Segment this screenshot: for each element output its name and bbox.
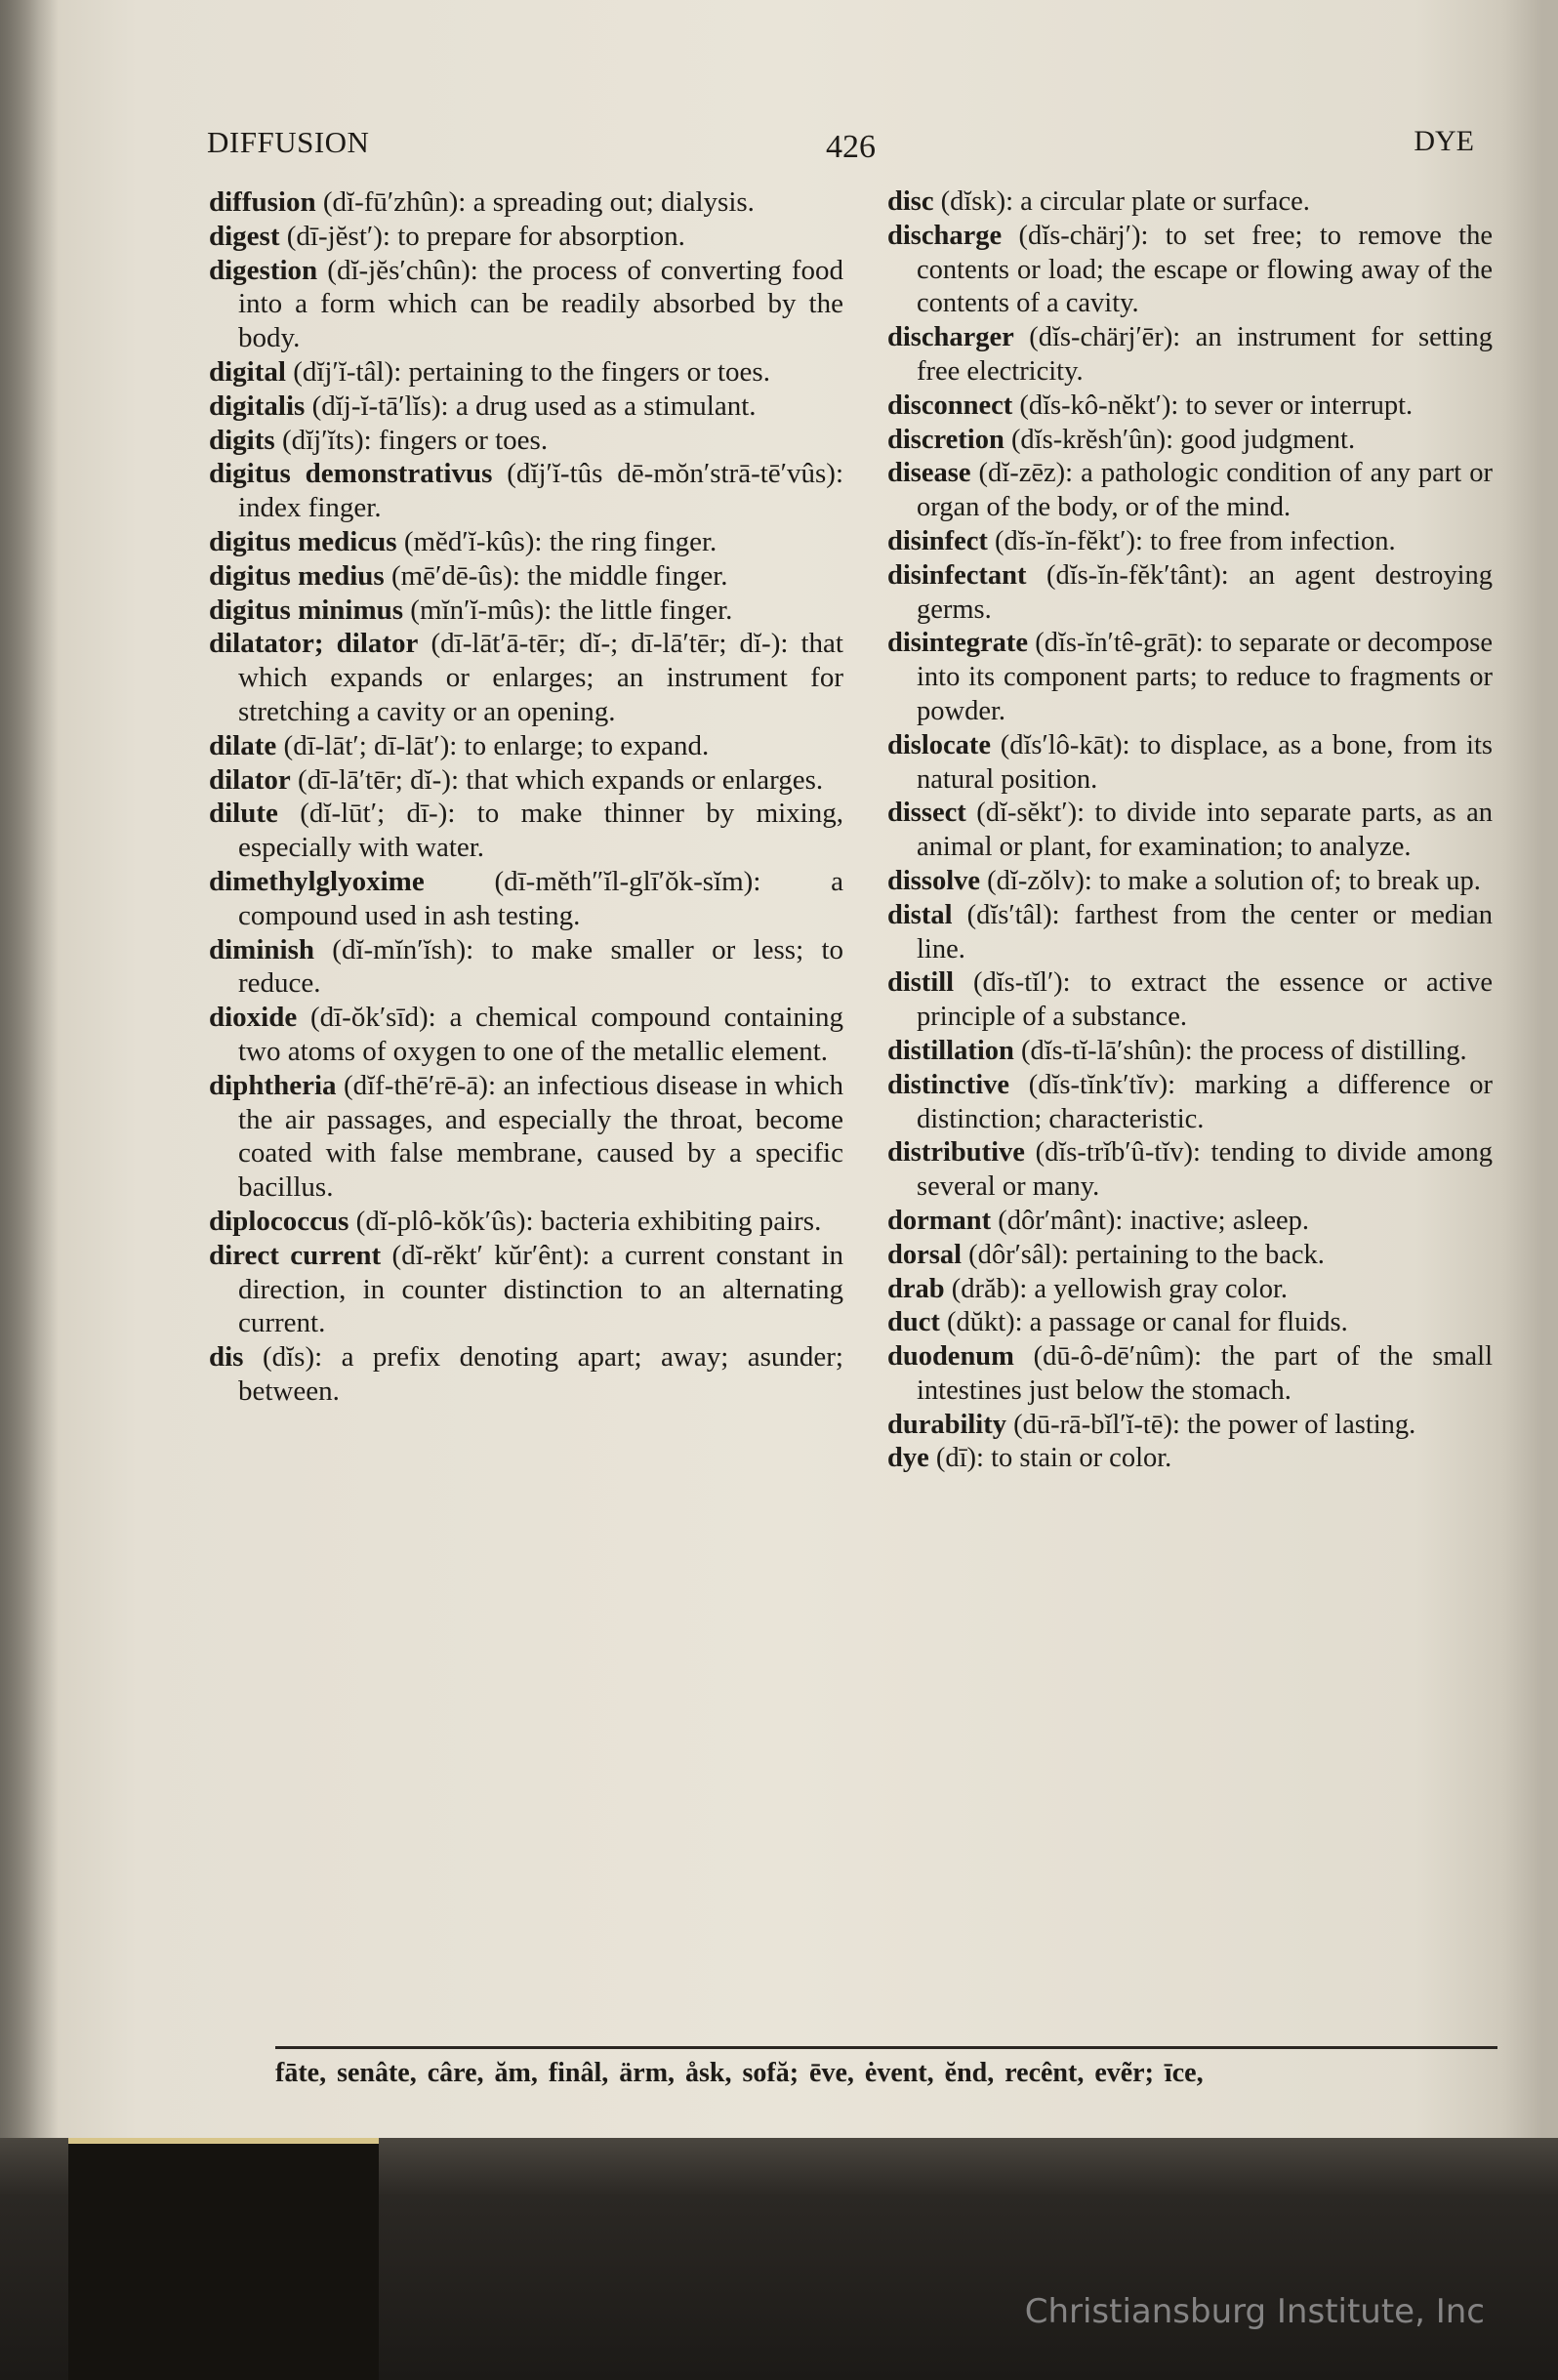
entry-definition: (dī-ŏk′sīd): a chemical compound containing two atoms of oxygen to one of the metallic element.	[238, 1002, 843, 1067]
entry-definition: (dĭs-chärj′): to set free; to remove the contents or load; the escape or flowing away of the contents of a cavity.	[917, 220, 1493, 319]
entry-definition: (drăb): a yellowish gray color.	[944, 1273, 1289, 1304]
dictionary-entry	[209, 729, 843, 763]
entry-definition: (dôr′mânt): inactive; asleep.	[991, 1205, 1310, 1236]
entry-definition: (dī-lāt′ā-tēr; dĭ-; dī-lā′tēr; dĭ-): that which expands or enlarges; an instrument for stretching a cavity or an opening.	[238, 628, 843, 727]
dictionary-entry	[209, 1001, 843, 1069]
entry-definition: (dĭf-thē′rē-ā): an infectious disease in which the air passages, and especially the throat, become coated with false membrane, caused by a specific bacillus.	[238, 1069, 843, 1204]
dictionary-entry	[209, 1239, 843, 1340]
entry-headword: diminish	[209, 933, 314, 965]
dictionary-entry	[209, 424, 843, 458]
entry-headword: distinctive	[887, 1069, 1010, 1100]
dictionary-entry	[887, 1205, 1493, 1239]
entry-definition: (dĭ-plô-kŏk′ûs): bacteria exhibiting pairs.	[348, 1205, 822, 1237]
entry-definition: (dŭkt): a passage or canal for fluids.	[939, 1307, 1348, 1338]
entry-definition: (dĭs): a prefix denoting apart; away; asunder; between.	[238, 1341, 843, 1407]
dictionary-entry	[887, 1069, 1493, 1137]
dictionary-entry	[887, 865, 1493, 899]
dictionary-entry	[887, 899, 1493, 967]
entry-definition: (dĭj′ĭts): fingers or toes.	[274, 424, 549, 456]
dictionary-entry	[209, 933, 843, 1002]
dictionary-entry	[887, 1306, 1493, 1340]
dictionary-entry	[887, 1409, 1493, 1443]
watermark: Christiansburg Institute, Inc	[1024, 2292, 1485, 2331]
entry-definition: (dĭs-ĭn-fĕk′tânt): an agent destroying germs.	[917, 559, 1493, 625]
entry-definition: (dĭs′lô-kāt): to displace, as a bone, from its natural position.	[917, 729, 1493, 795]
entry-headword: digitus demonstrativus	[209, 458, 493, 490]
header-guide-word-left: DIFFUSION	[207, 125, 370, 159]
dictionary-entry	[887, 1340, 1493, 1409]
entry-headword: dioxide	[209, 1002, 298, 1034]
entry-definition: (dĭ-mĭn′ĭsh): to make smaller or less; to reduce.	[238, 933, 843, 1000]
entry-definition: (dĭs-trĭb′û-tĭv): tending to divide among several or many.	[917, 1137, 1493, 1203]
entry-definition: (dī-jĕst′): to prepare for absorption.	[279, 220, 685, 252]
dictionary-entry	[209, 525, 843, 559]
dictionary-entry	[209, 220, 843, 254]
entry-definition: (dĭj′ĭ-tâl): pertaining to the fingers or toes.	[285, 355, 770, 388]
dictionary-entry	[209, 390, 843, 424]
entry-definition: (dĭs-kô-nĕkt′): to sever or interrupt.	[1012, 390, 1414, 421]
entry-definition: (dĭs′tâl): farthest from the center or median line.	[917, 899, 1493, 964]
footer-rule	[275, 2046, 1497, 2049]
dictionary-entry	[209, 559, 843, 594]
entry-definition: (dĭj′ĭ-tûs dē-mŏn′strā-tē′vûs): index finger.	[238, 458, 844, 524]
dictionary-entry	[209, 355, 843, 390]
dictionary-entry	[209, 185, 843, 220]
entry-definition: (dĭs-tĭl′): to extract the essence or active principle of a substance.	[917, 967, 1493, 1033]
dictionary-entry	[887, 457, 1493, 525]
dictionary-entry	[887, 966, 1493, 1035]
entry-definition: (dĭ-fū′zhûn): a spreading out; dialysis.	[315, 186, 755, 218]
entry-headword: distill	[887, 967, 955, 999]
running-header	[205, 125, 1474, 174]
left-column	[209, 185, 843, 1409]
page-gutter-shadow	[0, 0, 59, 2380]
entry-headword: discharger	[887, 322, 1014, 353]
entry-definition: (dĭ-rĕkt′ kŭr′ênt): a current constant in direction, in counter distinction to an alternating current.	[238, 1239, 844, 1339]
entry-headword: dormant	[887, 1205, 992, 1236]
entry-headword: digestion	[209, 254, 318, 286]
entry-definition: (mē′dē-ûs): the middle finger.	[384, 559, 728, 592]
entry-headword: dissolve	[887, 865, 981, 896]
entry-definition: (mĕd′ĭ-kûs): the ring finger.	[396, 525, 718, 557]
dictionary-entry	[887, 729, 1493, 798]
dictionary-entry	[209, 457, 843, 525]
page-number: 426	[826, 129, 876, 165]
entry-headword: digitus minimus	[209, 594, 404, 626]
dictionary-entry	[887, 1273, 1493, 1307]
entry-definition: (dĭsk): a circular plate or surface.	[933, 186, 1310, 217]
entry-headword: digital	[209, 355, 286, 388]
entry-headword: diphtheria	[209, 1069, 337, 1101]
dictionary-entry	[887, 220, 1493, 321]
dictionary-entry	[209, 1069, 843, 1205]
entry-definition: (dĭs-tĭ-lā′shûn): the process of distilling.	[1013, 1035, 1467, 1066]
entry-headword: disease	[887, 458, 971, 489]
entry-headword: distillation	[887, 1035, 1014, 1066]
dictionary-entry	[887, 525, 1493, 559]
entry-headword: diffusion	[209, 186, 316, 218]
entry-definition: (dĭ-zēz): a pathologic condition of any part or organ of the body, or of the mind.	[917, 458, 1493, 523]
book-cover-edge	[68, 2138, 379, 2380]
right-column	[887, 185, 1493, 1476]
entry-headword: dissect	[887, 798, 966, 829]
entry-headword: durability	[887, 1409, 1006, 1440]
dictionary-entry	[209, 763, 843, 798]
entry-definition: (dū-ô-dē′nûm): the part of the small intestines just below the stomach.	[917, 1341, 1493, 1406]
dictionary-entry	[887, 390, 1493, 424]
pronunciation-key: fāte, senâte, câre, ăm, finâl, ärm, åsk, sofă; ēve, ėvent, ĕnd, recênt, evẽr; īce,	[275, 2058, 1204, 2088]
entry-definition: (dĭs-chärj′ēr): an instrument for setting free electricity.	[917, 322, 1493, 387]
entry-headword: disintegrate	[887, 628, 1029, 659]
entry-headword: duodenum	[887, 1341, 1014, 1373]
dictionary-entry	[209, 254, 843, 355]
dictionary-entry	[887, 1035, 1493, 1069]
entry-definition: (dī-lāt′; dī-lāt′): to enlarge; to expand.	[276, 729, 710, 761]
entry-headword: duct	[887, 1307, 940, 1338]
entry-headword: dorsal	[887, 1239, 963, 1270]
entry-definition: (dī): to stain or color.	[928, 1443, 1172, 1474]
entry-definition: (dū-rā-bĭl′ĭ-tē): the power of lasting.	[1005, 1409, 1416, 1440]
entry-headword: direct current	[209, 1239, 382, 1271]
dictionary-entry	[209, 594, 843, 628]
entry-headword: diplococcus	[209, 1205, 349, 1237]
entry-definition: (dĭs-krĕsh′ûn): good judgment.	[1004, 424, 1356, 455]
entry-headword: dilate	[209, 729, 277, 761]
entry-definition: (dī-lā′tēr; dĭ-): that which expands or enlarges.	[290, 763, 824, 796]
entry-definition: (dĭ-zŏlv): to make a solution of; to break up.	[980, 865, 1481, 896]
entry-headword: digitalis	[209, 390, 306, 422]
dictionary-entry	[209, 1205, 843, 1239]
entry-headword: dilatator; dilator	[209, 628, 419, 660]
dictionary-entry	[887, 797, 1493, 865]
entry-definition: (dĭs-ĭn′tê-grāt): to separate or decompose into its component parts; to reduce to fragments or powder.	[917, 628, 1493, 726]
entry-headword: digits	[209, 424, 275, 456]
entry-headword: discharge	[887, 220, 1003, 251]
entry-headword: digitus medius	[209, 559, 385, 592]
entry-definition: (dôr′sâl): pertaining to the back.	[962, 1239, 1325, 1270]
entry-headword: drab	[887, 1273, 945, 1304]
entry-headword: dimethylglyoxime	[209, 865, 425, 897]
entry-headword: disinfect	[887, 525, 988, 556]
entry-definition: (dī-mĕth″ĭl-glī′ŏk-sĭm): a compound used in ash testing.	[238, 865, 843, 931]
entry-headword: disc	[887, 186, 934, 217]
entry-definition: (dĭj-ĭ-tā′lĭs): a drug used as a stimulant.	[305, 390, 757, 422]
entry-headword: dilute	[209, 798, 278, 830]
dictionary-entry	[887, 185, 1493, 220]
entry-headword: discretion	[887, 424, 1004, 455]
entry-headword: digest	[209, 220, 280, 252]
entry-headword: dis	[209, 1341, 244, 1374]
dictionary-entry	[209, 865, 843, 933]
entry-headword: dye	[887, 1443, 929, 1474]
entry-definition: (dĭs-ĭn-fĕkt′): to free from infection.	[987, 525, 1396, 556]
entry-headword: distributive	[887, 1137, 1025, 1169]
header-guide-word-right: DYE	[1414, 125, 1474, 157]
entry-headword: disinfectant	[887, 559, 1027, 591]
dictionary-entry	[887, 627, 1493, 728]
entry-headword: dilator	[209, 763, 291, 796]
entry-definition: (dĭ-sĕkt′): to divide into separate parts, as an animal or plant, for examination; to analyze.	[917, 798, 1493, 863]
dictionary-entry	[887, 1136, 1493, 1205]
entry-definition: (dĭ-jĕs′chûn): the process of converting food into a form which can be readily absorbed by the body.	[238, 254, 843, 354]
entry-headword: distal	[887, 899, 953, 930]
dictionary-entry	[209, 1340, 843, 1409]
entry-headword: dislocate	[887, 729, 992, 760]
dictionary-entry	[887, 1239, 1493, 1273]
dictionary-entry	[209, 797, 843, 865]
entry-definition: (dĭs-tĭnk′tĭv): marking a difference or distinction; characteristic.	[917, 1069, 1493, 1134]
dictionary-entry	[887, 559, 1493, 628]
dictionary-entry	[887, 1442, 1493, 1476]
entry-definition: (dĭ-lūt′; dī-): to make thinner by mixing, especially with water.	[238, 798, 843, 864]
entry-headword: disconnect	[887, 390, 1013, 421]
dictionary-entry	[887, 321, 1493, 390]
dictionary-entry	[887, 424, 1493, 458]
entry-headword: digitus medicus	[209, 525, 397, 557]
dictionary-entry	[209, 627, 843, 728]
entry-definition: (mĭn′ĭ-mûs): the little finger.	[403, 594, 733, 626]
